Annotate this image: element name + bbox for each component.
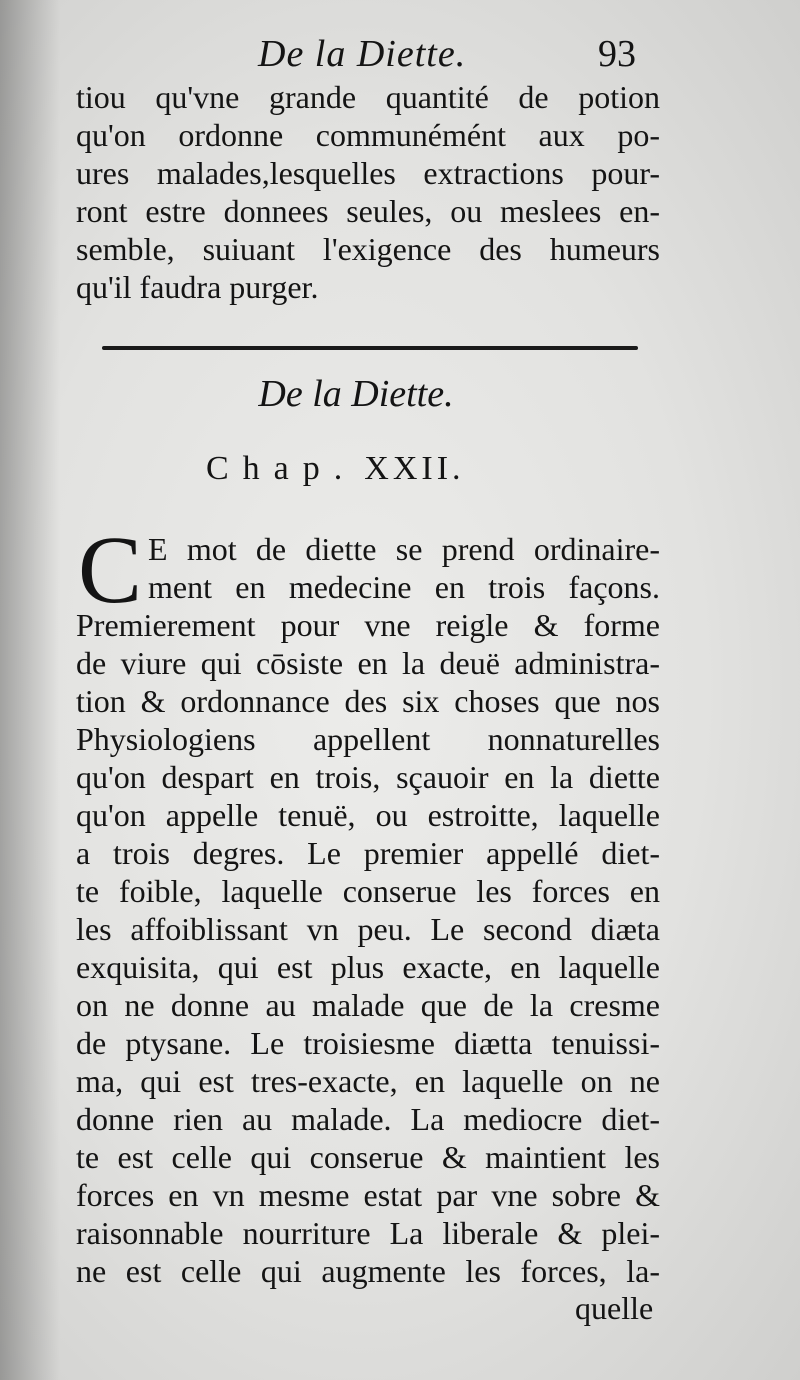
chapter-label: Chap. <box>206 450 357 487</box>
text-line: raisonnable nourriture La liberale & plei- <box>76 1215 660 1251</box>
text-line: ures malades,lesquelles extractions pour- <box>76 155 660 191</box>
chapter-heading <box>206 450 465 488</box>
catchword: quelle <box>575 1290 654 1326</box>
text-line: a trois degres. Le premier appellé diet- <box>76 835 660 871</box>
text-line: qu'on despart en trois, sçauoir en la diette <box>76 759 660 795</box>
text-line: exquisita, qui est plus exacte, en laquelle <box>76 949 660 985</box>
text-line: Physiologiens appellent nonnaturelles <box>76 721 660 757</box>
text-line: on ne donne au malade que de la cresme <box>76 987 660 1023</box>
page-number: 93 <box>598 33 636 75</box>
text-line: tion & ordonnance des six choses que nos <box>76 683 660 719</box>
text-line: ma, qui est tres-exacte, en laquelle on ne <box>76 1063 660 1099</box>
text-line: te foible, laquelle conserue les forces en <box>76 873 660 909</box>
section-title: De la Diette. <box>258 373 454 415</box>
chapter-number: XXII. <box>364 450 465 487</box>
text-line: de viure qui cōsiste en la deuë administra- <box>76 645 660 681</box>
text-line: les affoiblissant vn peu. Le second diæta <box>76 911 660 947</box>
text-line: ment en medecine en trois façons. <box>148 569 660 605</box>
running-head <box>0 32 800 82</box>
text-line: donne rien au malade. La mediocre diet- <box>76 1101 660 1137</box>
text-line: ne est celle qui augmente les forces, la- <box>76 1253 660 1289</box>
gutter-shadow <box>0 0 60 1380</box>
running-head-title: De la Diette. <box>258 33 467 75</box>
section-divider-rule <box>102 346 638 350</box>
text-line: forces en vn mesme estat par vne sobre & <box>76 1177 660 1213</box>
text-line: qu'on appelle tenuë, ou estroitte, laquelle <box>76 797 660 833</box>
text-line: E mot de diette se prend ordinaire- <box>148 531 660 567</box>
text-line: qu'il faudra purger. <box>76 269 319 305</box>
text-line: qu'on ordonne communémént aux po- <box>76 117 660 153</box>
text-line: te est celle qui conserue & maintient les <box>76 1139 660 1175</box>
text-line: tiou qu'vne grande quantité de potion <box>76 79 660 115</box>
text-line: ront estre donnees seules, ou meslees en- <box>76 193 660 229</box>
drop-cap-initial: C <box>78 516 143 623</box>
text-line: semble, suiuant l'exigence des humeurs <box>76 231 660 267</box>
text-line: Premierement pour vne reigle & forme <box>76 607 660 643</box>
text-line: de ptysane. Le troisiesme diætta tenuissi- <box>76 1025 660 1061</box>
